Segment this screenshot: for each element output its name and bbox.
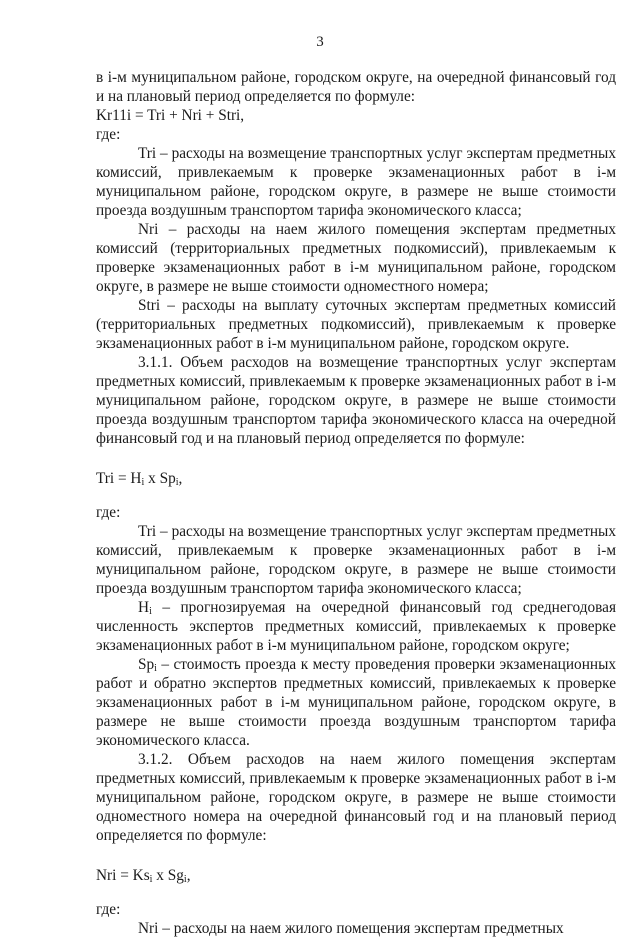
symbol-sp: Sp xyxy=(138,656,155,673)
page-number: 3 xyxy=(316,34,324,50)
intro-paragraph: в i-м муниципальном районе, городском округе, на очередной финансовый год и на плановый период определяется по формуле: xyxy=(96,69,616,105)
definition-nri-partial: Nri – расходы на наем жилого помещения экспертам предметных xyxy=(138,920,564,937)
definition-hi-text: – прогнозируемая на очередной финансовый год среднегодовая численность экспертов предметных комиссий, привлекаемых к проверке экзаменационных работ в i-м муниципальном районе, городском округе; xyxy=(96,599,616,654)
formula-nri-mid: x Sg xyxy=(152,867,184,884)
symbol-h: H xyxy=(138,599,150,616)
symbol-sp-sub: i xyxy=(154,663,157,674)
where-label: где: xyxy=(96,504,121,521)
formula-tri-sub-sp: i xyxy=(175,477,179,488)
formula-kr11: Kr11i = Tri + Nri + Stri, xyxy=(96,107,245,124)
definition-nri: Nri – расходы на наем жилого помещения экспертам предметных комиссий (территориальных предметных подкомиссий), привлекаемым к проверке экзаменационных работ в i-м муниципальном районе, городском округе, в размере не выше стоимости одноместного номера; xyxy=(96,221,616,295)
formula-tri xyxy=(96,469,616,488)
definition-hi xyxy=(96,598,616,655)
section-3-1-1: 3.1.1. Объем расходов на возмещение транспортных услуг экспертам предметных комиссий, привлекаемым к проверке экзаменационных работ в i-м муниципальном районе, городском округе, в размере не выше стоимости проезда воздушным транспортом тарифа экономического класса на очередной финансовый год и на плановый период определяется по формуле: xyxy=(96,354,616,447)
definition-tri: Tri – расходы на возмещение транспортных услуг экспертам предметных комиссий, привлекаемым к проверке экзаменационных работ в i-м муниципальном районе, городском округе, в размере не выше стоимости проезда воздушным транспортом тарифа экономического класса; xyxy=(96,145,616,219)
formula-nri-sub-sg: i xyxy=(183,874,187,885)
formula-nri-tail: , xyxy=(186,867,191,884)
formula-tri-tail: , xyxy=(178,470,183,487)
section-3-1-2: 3.1.2. Объем расходов на наем жилого помещения экспертам предметных комиссий, привлекаемым к проверке экзаменационных работ в i-м муниципальном районе, городском округе, в размере не выше стоимости одноместного номера на очередной финансовый год и на плановый период определяется по формуле: xyxy=(96,751,616,844)
definition-tri: Tri – расходы на возмещение транспортных услуг экспертам предметных комиссий, привлекаемым к проверке экзаменационных работ в i-м муниципальном районе, городском округе, в размере не выше стоимости проезда воздушным транспортом тарифа экономического класса; xyxy=(96,523,616,597)
definition-spi-text: – стоимость проезда к месту проведения проверки экзаменационных работ и обратно экспертов предметных комиссий, привлекаемых к проверке экзаменационных работ в i-м муниципальном районе, городском округе, в размере не выше стоимости проезда воздушным транспортом тарифа экономического класса. xyxy=(96,656,616,749)
document-body xyxy=(96,68,616,938)
definition-stri: Stri – расходы на выплату суточных экспертам предметных комиссий (территориальных предметных подкомиссий), привлекаемым к проверке экзаменационных работ в i-м муниципальном районе, городском округе. xyxy=(96,297,616,352)
definition-spi xyxy=(96,655,616,750)
formula-nri xyxy=(96,866,616,885)
symbol-h-sub: i xyxy=(149,606,152,617)
formula-nri-lhs: Nri = Ks xyxy=(96,867,150,884)
formula-tri-mid: x Sp xyxy=(144,470,176,487)
where-label: где: xyxy=(96,126,121,143)
formula-tri-sub-h: i xyxy=(141,477,145,488)
formula-nri-sub-ks: i xyxy=(149,874,153,885)
formula-tri-lhs: Tri = H xyxy=(96,470,142,487)
where-label: где: xyxy=(96,901,121,918)
